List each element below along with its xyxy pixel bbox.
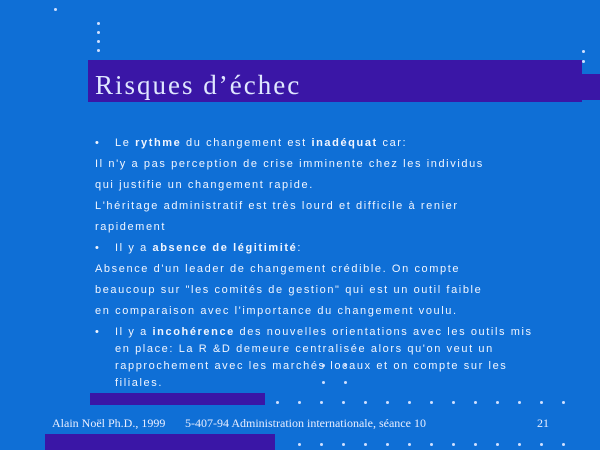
decorative-dot (320, 443, 323, 446)
bullet-icon: • (95, 242, 101, 254)
bullet-icon: • (95, 326, 101, 338)
detail-line: en place: La R &D demeure centralisée alors qu'on veut un (115, 343, 494, 355)
page-number: 21 (537, 416, 549, 430)
footer-bar (90, 393, 265, 405)
decorative-dot (540, 401, 543, 404)
decorative-dot (582, 50, 585, 53)
bullet-icon: • (95, 137, 101, 149)
decorative-dot (408, 401, 411, 404)
detail-block (95, 341, 565, 392)
detail-line: L'héritage administratif est très lourd et difficile à renier (95, 200, 459, 212)
title-bar-tail (582, 74, 600, 100)
decorative-dot (298, 401, 301, 404)
detail-line: Il n'y a pas perception de crise imminente chez les individus (95, 158, 484, 170)
bullet-text: des nouvelles orientations avec les outils mis (234, 326, 533, 338)
bullet-text: : (297, 242, 303, 254)
decorative-dot (452, 401, 455, 404)
decorative-dot (364, 443, 367, 446)
decorative-dot (430, 443, 433, 446)
bold-term: incohérence (152, 326, 235, 338)
decorative-dot (97, 31, 100, 34)
bullet-text: Le (115, 137, 136, 149)
bold-term: absence de légitimité (152, 242, 298, 254)
bullet-point-incoherence (95, 324, 565, 341)
decorative-dot (474, 443, 477, 446)
detail-line: rapidement (95, 221, 167, 233)
decorative-dot (364, 401, 367, 404)
decorative-dot (540, 443, 543, 446)
bullet-point-rythme (95, 133, 565, 154)
detail-line: beaucoup sur "les comités de gestion" qui est un outil faible (95, 284, 483, 296)
decorative-dot (97, 49, 100, 52)
decorative-dot (298, 443, 301, 446)
decorative-dot (320, 401, 323, 404)
decorative-dot (97, 22, 100, 25)
detail-line: Absence d'un leader de changement crédible. On compte (95, 263, 461, 275)
decorative-dot (408, 443, 411, 446)
bottom-bar (45, 434, 275, 450)
decorative-dot (386, 443, 389, 446)
decorative-dot (496, 401, 499, 404)
slide-title: Risques d’échec (95, 70, 302, 100)
decorative-dot (342, 401, 345, 404)
detail-line: en comparaison avec l'importance du changement voulu. (95, 305, 458, 317)
decorative-dot (386, 401, 389, 404)
decorative-dot (582, 60, 585, 63)
bullet-text: Il y a (115, 326, 153, 338)
bold-term: inadéquat (311, 137, 378, 149)
slide-content (95, 133, 565, 392)
footer-author: Alain Noël Ph.D., 1999 (52, 416, 166, 430)
decorative-dot (452, 443, 455, 446)
decorative-dot (54, 8, 57, 11)
decorative-dot (518, 401, 521, 404)
decorative-dot (562, 401, 565, 404)
decorative-dot (474, 401, 477, 404)
bullet-point-legitimite (95, 238, 565, 259)
bullet-text: du changement est (181, 137, 312, 149)
decorative-dot (562, 443, 565, 446)
detail-line: rapprochement avec les marchés locaux et on compte sur les (115, 360, 508, 372)
decorative-dot (496, 443, 499, 446)
decorative-dot (342, 443, 345, 446)
bullet-text: car: (377, 137, 408, 149)
detail-line: qui justifie un changement rapide. (95, 179, 314, 191)
decorative-dot (430, 401, 433, 404)
detail-line: filiales. (115, 377, 164, 389)
bullet-text: Il y a (115, 242, 153, 254)
bold-term: rythme (135, 137, 182, 149)
decorative-dot (97, 40, 100, 43)
decorative-dot (518, 443, 521, 446)
decorative-dot (276, 401, 279, 404)
footer-course: 5-407-94 Administration internationale, séance 10 (185, 416, 426, 430)
